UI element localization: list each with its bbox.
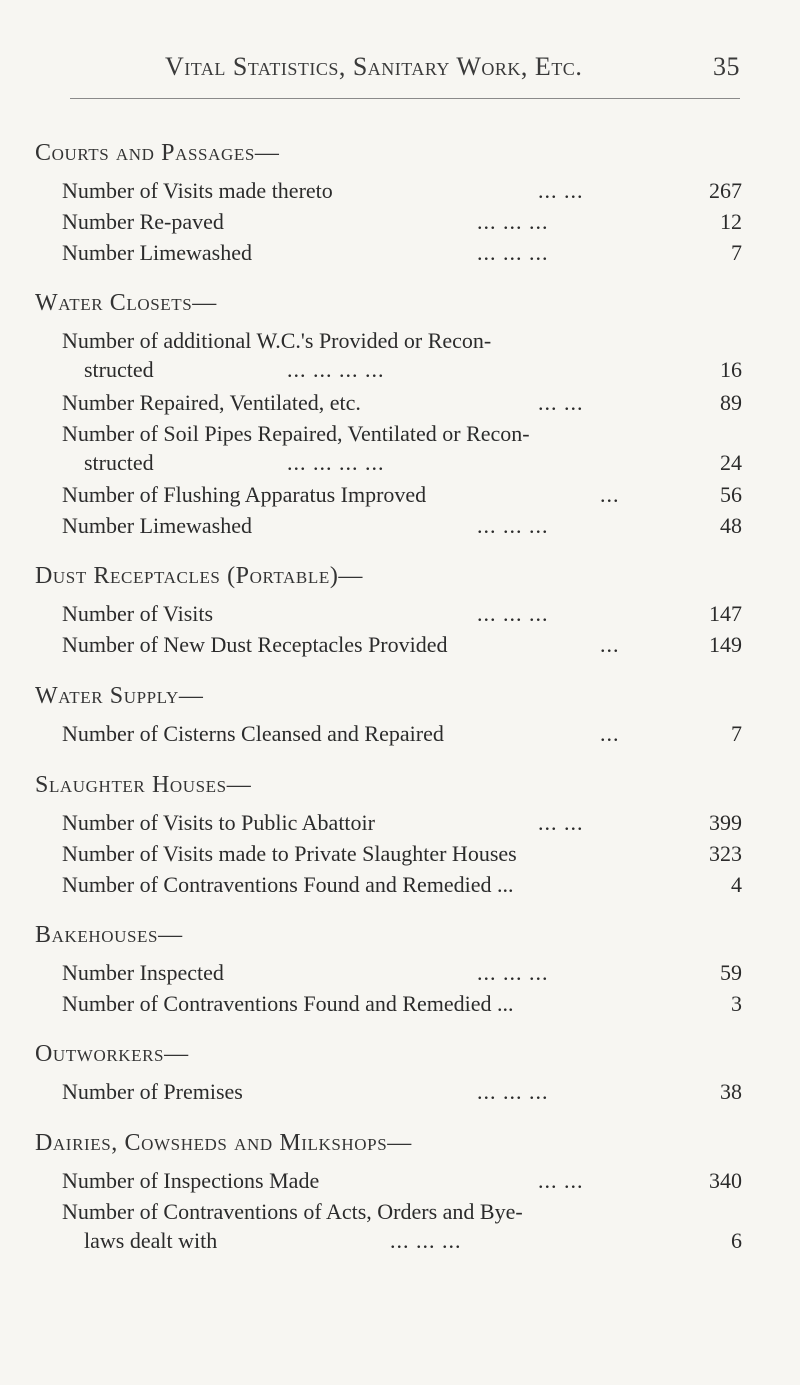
row-value: 59 <box>720 960 742 985</box>
leader-dots: ... ... ... <box>477 209 549 234</box>
row-label: Number of additional W.C.'s Provided or Recon- <box>62 328 492 353</box>
leader-dots: ... ... <box>538 178 584 203</box>
row-label: Number of Cisterns Cleansed and Repaired <box>62 721 444 746</box>
section-title: Dust Receptacles (Portable)— <box>35 563 364 589</box>
row-label: Number of Visits made to Private Slaughter Houses <box>62 841 517 866</box>
row-label-continued: structed <box>84 450 154 475</box>
row-value: 24 <box>720 450 742 475</box>
leader-dots: ... ... ... <box>477 240 549 265</box>
row-value: 89 <box>720 390 742 415</box>
row-label: Number Inspected <box>62 960 224 985</box>
row-label: Number of Contraventions Found and Remedied ... <box>62 872 514 897</box>
row-label: Number Limewashed <box>62 513 252 538</box>
row-label: Number of New Dust Receptacles Provided <box>62 632 448 657</box>
leader-dots: ... <box>600 721 620 746</box>
row-value: 340 <box>709 1168 742 1193</box>
row-value: 38 <box>720 1079 742 1104</box>
section-title: Water Supply— <box>35 683 204 709</box>
leader-dots: ... ... <box>538 810 584 835</box>
row-value: 147 <box>709 601 742 626</box>
header-rule <box>70 98 740 99</box>
row-value: 7 <box>731 721 742 746</box>
row-label-continued: laws dealt with <box>84 1228 218 1253</box>
leader-dots: ... ... ... <box>477 601 549 626</box>
section-title: Dairies, Cowsheds and Milkshops— <box>35 1130 412 1156</box>
row-label: Number of Visits to Public Abattoir <box>62 810 375 835</box>
row-label: Number of Flushing Apparatus Improved <box>62 482 427 507</box>
row-value: 16 <box>720 357 742 382</box>
leader-dots: ... <box>600 632 620 657</box>
row-value: 7 <box>731 240 742 265</box>
row-label: Number of Premises <box>62 1079 243 1104</box>
section-title: Bakehouses— <box>35 922 183 948</box>
row-label: Number of Soil Pipes Repaired, Ventilated or Recon- <box>62 421 530 446</box>
leader-dots: ... ... ... <box>477 1079 549 1104</box>
row-label: Number Limewashed <box>62 240 252 265</box>
row-label: Number of Inspections Made <box>62 1168 320 1193</box>
row-label: Number of Contraventions of Acts, Orders and Bye- <box>62 1199 523 1224</box>
row-label: Number of Visits <box>62 601 214 626</box>
leader-dots: ... ... <box>538 390 584 415</box>
section-title: Water Closets— <box>35 290 217 316</box>
row-label: Number Repaired, Ventilated, etc. <box>62 390 361 415</box>
row-value: 399 <box>709 810 742 835</box>
row-value: 323 <box>709 841 742 866</box>
row-value: 56 <box>720 482 742 507</box>
row-label: Number Re-paved <box>62 209 224 234</box>
row-value: 149 <box>709 632 742 657</box>
section-title: Courts and Passages— <box>35 140 280 166</box>
row-label: Number of Contraventions Found and Remedied ... <box>62 991 514 1016</box>
leader-dots: ... <box>600 482 620 507</box>
page-number: 35 <box>713 52 740 81</box>
row-value: 48 <box>720 513 742 538</box>
section-title: Outworkers— <box>35 1041 189 1067</box>
row-value: 4 <box>731 872 742 897</box>
leader-dots: ... ... ... ... <box>287 357 385 382</box>
row-label-continued: structed <box>84 357 154 382</box>
leader-dots: ... ... ... <box>477 960 549 985</box>
leader-dots: ... ... ... ... <box>287 450 385 475</box>
row-value: 12 <box>720 209 742 234</box>
row-value: 267 <box>709 178 742 203</box>
leader-dots: ... ... <box>538 1168 584 1193</box>
row-value: 6 <box>731 1228 742 1253</box>
header-title: Vital Statistics, Sanitary Work, Etc. <box>165 52 583 81</box>
row-label: Number of Visits made thereto <box>62 178 333 203</box>
leader-dots: ... ... ... <box>390 1228 462 1253</box>
section-title: Slaughter Houses— <box>35 772 252 798</box>
row-value: 3 <box>731 991 742 1016</box>
leader-dots: ... ... ... <box>477 513 549 538</box>
